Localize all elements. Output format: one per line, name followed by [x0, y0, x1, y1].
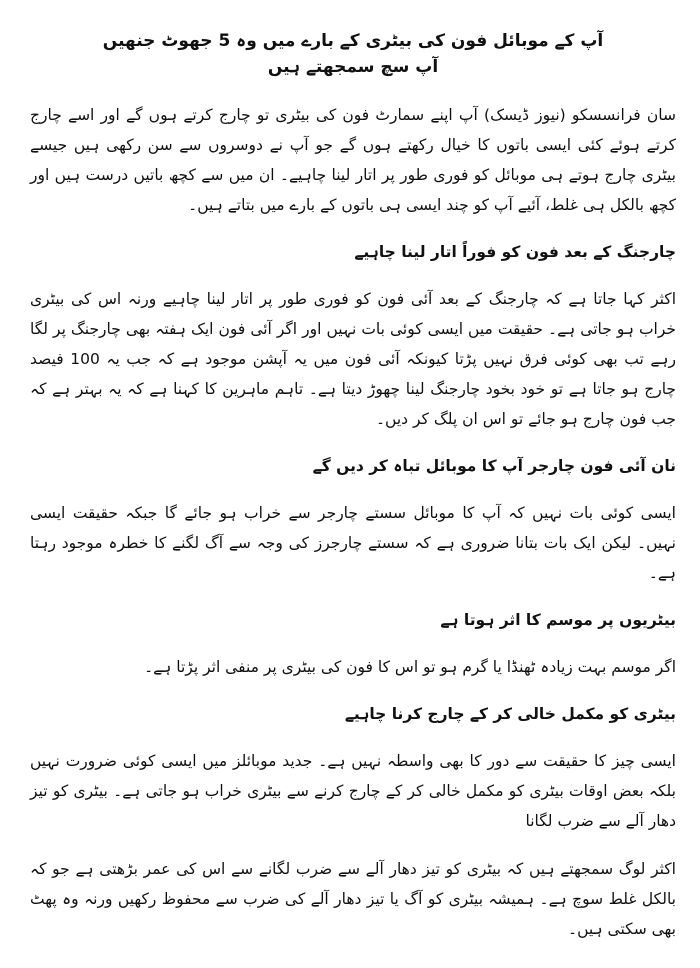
section-heading-weather-effect: بیٹریوں پر موسم کا اثر ہوتا ہے [440, 611, 676, 629]
section-body-full-discharge: ایسی چیز کا حقیقت سے دور کا بھی واسطہ نہیں ہے۔ جدید موبائلز میں ایسی کوئی ضرورت نہیں بلکہ بعض اوقات بیٹری کو مکمل خالی کر کے چارج کرنے سے بیٹری خراب ہو جاتی ہے۔ بیٹری کو تیز دھار آلے سے ضرب لگانا [30, 752, 676, 830]
section-body-unplug-after-charging: اکثر کہا جاتا ہے کہ چارجنگ کے بعد آئی فون کو فوری طور پر اتار لینا چاہیے ورنہ اس کی بیٹری خراب ہو جاتی ہے۔ حقیقت میں ایسی کوئی بات نہیں اور اگر آئی فون ایک ہفتہ بھی چارجنگ پر لگا رہے تب بھی کوئی فرق نہیں پڑتا کیونکہ آئی فون میں یہ آپشن موجود ہے کہ جب یہ 100 فیصد چارج ہو جاتا ہے تو خود بخود چارجنگ لینا چھوڑ دیتا ہے۔ تاہم ماہرین کا کہنا ہے کہ یہ بہتر ہے کہ جب فون چارج ہو جائے تو اس ان پلگ کر دیں۔ [30, 290, 676, 428]
article-intro: سان فرانسسکو (نیوز ڈیسک) آپ اپنے سمارٹ فون کی بیٹری تو چارج کرتے ہوں گے اور اسے چارج کرتے ہوئے کئی ایسی باتوں کا خیال رکھتے ہوں گے جو آپ نے دوسروں سے سن رکھی ہیں جیسے بیٹری چارج ہوتے ہی موبائل کو فوری طور پر اتار لینا چاہیے۔ ان میں سے کچھ باتیں درست ہیں اور کچھ بالکل ہی غلط، آئیے آپ کو چند ایسی ہی باتوں کے بارے میں بتاتے ہیں۔ [30, 106, 676, 214]
article-title: آپ کے موبائل فون کی بیٹری کے بارے میں وہ 5 جھوٹ جنھیں آپ سچ سمجھتے ہیں [102, 31, 604, 77]
section-body-weather-effect: اگر موسم بہت زیادہ ٹھنڈا یا گرم ہو تو اس کا فون کی بیٹری پر منفی اثر پڑتا ہے۔ [144, 658, 676, 676]
section-body-sharp-object: اکثر لوگ سمجھتے ہیں کہ بیٹری کو تیز دھار آلے سے ضرب لگانے سے اس کی عمر بڑھتی ہے جو کہ بالکل غلط سوچ ہے۔ ہمیشہ بیٹری کو آگ یا تیز دھار آلے کی ضرب سے محفوظ رکھیں ورنہ وہ پھٹ بھی سکتی ہیں۔ [30, 860, 676, 938]
section-heading-unplug-after-charging: چارجنگ کے بعد فون کو فوراً اتار لینا چاہیے [354, 243, 676, 261]
section-body-non-iphone-charger: ایسی کوئی بات نہیں کہ آپ کا موبائل سستے چارجر سے خراب ہو جائے گا جبکہ حقیقت ایسی نہیں۔ لیکن ایک بات بتانا ضروری ہے کہ سستے چارجرز کی وجہ سے آگ لگنے کا خطرہ موجود رہتا ہے۔ [30, 504, 676, 582]
article [30, 28, 676, 962]
section-heading-non-iphone-charger: نان آئی فون چارجر آپ کا موبائل تباہ کر دیں گے [312, 457, 676, 475]
section-heading-full-discharge: بیٹری کو مکمل خالی کر کے چارج کرنا چاہیے [344, 705, 676, 723]
